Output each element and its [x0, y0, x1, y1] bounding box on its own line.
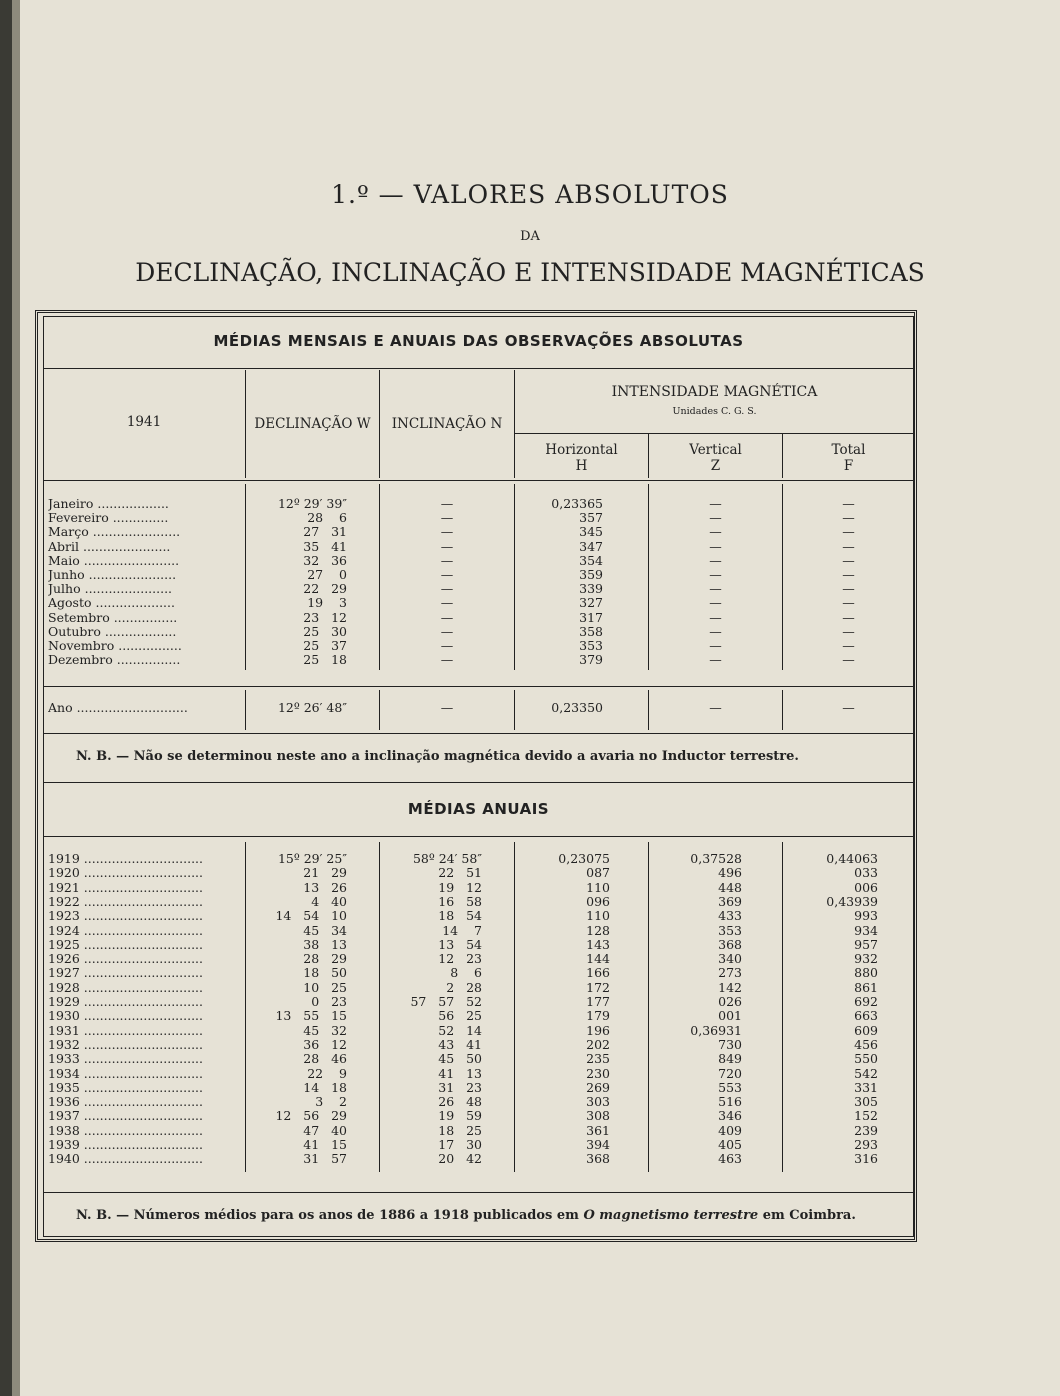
total-value: 993 [854, 908, 878, 924]
rule [43, 1192, 914, 1193]
year-label: 1924 .............................. [48, 923, 203, 938]
vertical-value: 0,36931 [690, 1022, 742, 1038]
vertical-value: 353 [718, 922, 742, 938]
inclination-value: — [440, 638, 454, 653]
inclination-value: 22 51 [438, 865, 482, 881]
vertical-value: — [709, 581, 722, 597]
month-label: Novembro ................ [48, 639, 182, 653]
declination-value: 14 18 [303, 1079, 347, 1095]
total-value: — [842, 567, 855, 582]
declination-value: 41 15 [303, 1137, 347, 1152]
vertical-value: — [709, 538, 722, 554]
header-declinacao: DECLINAÇÃO W [254, 416, 371, 432]
vertical-value: 553 [718, 1079, 742, 1095]
horizontal-value: 345 [579, 524, 603, 540]
declination-value: 12º 26′ 48″ [277, 700, 347, 715]
total-value: 033 [854, 865, 878, 881]
inclination-value: 31 23 [438, 1079, 482, 1095]
inclination-value: — [440, 652, 454, 668]
horizontal-value: 0,23075 [558, 851, 610, 866]
annual-note: N. B. — Números médios para os anos de 1886 a 1918 publicados em O magnetismo terrestre em Coimbra. [76, 1208, 856, 1223]
vertical-value: 849 [718, 1051, 742, 1067]
header-vertical: Vertical Z [689, 442, 742, 474]
vertical-value: 142 [718, 979, 742, 995]
inclination-value: 16 58 [438, 893, 482, 909]
vertical-value: 516 [718, 1094, 742, 1110]
inclination-value: 18 25 [438, 1122, 482, 1138]
declination-value: 28 29 [303, 951, 347, 967]
horizontal-value: 143 [586, 936, 610, 952]
horizontal-value: 357 [579, 510, 603, 526]
year-label: 1923 .............................. [48, 909, 203, 924]
vertical-value: — [709, 638, 722, 653]
vertical-value: 001 [718, 1008, 742, 1024]
declination-value: 23 12 [303, 609, 347, 625]
year-label: 1931 .............................. [48, 1023, 203, 1038]
vertical-value: 368 [718, 936, 742, 952]
declination-value: 27 31 [303, 524, 347, 540]
rule [43, 836, 914, 837]
header-intensidade: INTENSIDADE MAGNÉTICA [611, 384, 818, 400]
total-value: 0,43939 [826, 893, 878, 909]
inclination-value: 20 42 [438, 1151, 482, 1167]
vertical-value: — [709, 496, 722, 511]
horizontal-value: 317 [579, 609, 603, 625]
declination-value: 25 18 [303, 652, 347, 668]
year-label: 1922 .............................. [48, 894, 203, 909]
declination-value: 25 30 [303, 623, 347, 639]
vertical-value: — [709, 652, 722, 668]
horizontal-value: 166 [586, 965, 610, 981]
declination-value: 27 0 [307, 567, 347, 582]
total-value: 542 [854, 1065, 878, 1081]
col-divider [245, 842, 246, 1172]
declination-value: 13 55 15 [275, 1008, 347, 1024]
inclination-value: 19 12 [438, 879, 482, 895]
rule [43, 733, 914, 734]
year-label: 1929 .............................. [48, 995, 203, 1009]
declination-value: 45 34 [303, 922, 347, 938]
page-title: 1.º — VALORES ABSOLUTOS [331, 180, 729, 209]
monthly-banner: MÉDIAS MENSAIS E ANUAIS DAS OBSERVAÇÕES ABSOLUTAS [213, 332, 744, 350]
inclination-value: — [440, 567, 454, 582]
title-connector: DA [520, 229, 540, 244]
declination-value: 22 29 [303, 581, 347, 597]
month-label: Dezembro ................ [48, 653, 181, 668]
horizontal-value: 179 [586, 1008, 610, 1024]
year-label: 1936 .............................. [48, 1095, 203, 1110]
month-label: Fevereiro .............. [48, 511, 169, 526]
declination-value: 0 23 [311, 994, 347, 1009]
month-label: Maio ........................ [48, 553, 180, 568]
total-value: — [842, 595, 855, 611]
year-label: 1920 .............................. [48, 866, 203, 881]
vertical-value: 0,37528 [690, 851, 742, 866]
year-label: 1919 .............................. [48, 852, 203, 866]
total-value: 880 [854, 965, 878, 981]
horizontal-value: 353 [579, 638, 603, 653]
vertical-value: 496 [718, 865, 742, 881]
inclination-value: — [440, 552, 454, 568]
horizontal-value: 394 [586, 1137, 610, 1152]
year-label: 1930 .............................. [48, 1009, 203, 1024]
inclination-value: 26 48 [438, 1094, 482, 1110]
rule [43, 480, 914, 481]
inclination-value: — [440, 623, 454, 639]
horizontal-value: 368 [586, 1151, 610, 1167]
declination-value: 3 2 [315, 1094, 347, 1110]
vertical-value: 340 [718, 951, 742, 967]
year-label: 1933 .............................. [48, 1052, 203, 1067]
declination-value: 10 25 [303, 979, 347, 995]
year-label: 1926 .............................. [48, 952, 203, 967]
horizontal-value: 144 [586, 951, 610, 967]
horizontal-value: 327 [579, 595, 603, 611]
horizontal-value: 110 [586, 908, 610, 924]
declination-value: 14 54 10 [275, 908, 347, 924]
inclination-value: 2 28 [446, 979, 482, 995]
declination-value: 28 6 [307, 510, 347, 526]
total-value: — [842, 700, 855, 715]
vertical-value: — [709, 567, 722, 582]
vertical-value: 463 [718, 1151, 742, 1167]
declination-value: 47 40 [303, 1122, 347, 1138]
declination-value: 35 41 [303, 538, 347, 554]
year-label: 1927 .............................. [48, 966, 203, 981]
vertical-value: — [709, 510, 722, 526]
vertical-value: — [709, 700, 722, 715]
vertical-value: 720 [718, 1065, 742, 1081]
total-value: 006 [854, 879, 878, 895]
vertical-value: — [709, 623, 722, 639]
inclination-value: — [440, 700, 454, 715]
declination-value: 31 57 [303, 1151, 347, 1167]
total-value: 692 [854, 994, 878, 1009]
total-value: 239 [854, 1122, 878, 1138]
vertical-value: — [709, 609, 722, 625]
horizontal-value: 230 [586, 1065, 610, 1081]
horizontal-value: 339 [579, 581, 603, 597]
total-value: 293 [854, 1137, 878, 1152]
horizontal-value: 202 [586, 1036, 610, 1052]
year-label: 1937 .............................. [48, 1109, 203, 1124]
vertical-value: 405 [718, 1137, 742, 1152]
inclination-value: 12 23 [438, 951, 482, 967]
year-label: Ano ............................ [48, 701, 188, 715]
total-value: — [842, 652, 855, 668]
total-value: 663 [854, 1008, 878, 1024]
declination-value: 22 9 [307, 1065, 347, 1081]
rule [43, 782, 914, 783]
rule [514, 433, 914, 434]
vertical-value: 448 [718, 879, 742, 895]
total-value: 932 [854, 951, 878, 967]
declination-value: 12 56 29 [275, 1108, 347, 1124]
horizontal-value: 196 [586, 1022, 610, 1038]
year-label: 1940 .............................. [48, 1152, 203, 1167]
vertical-value: — [709, 524, 722, 540]
horizontal-value: 128 [586, 922, 610, 938]
vertical-value: — [709, 595, 722, 611]
year-label: 1939 .............................. [48, 1138, 203, 1152]
total-value: — [842, 623, 855, 639]
horizontal-value: 235 [586, 1051, 610, 1067]
col-divider [245, 690, 246, 730]
col-divider [379, 842, 380, 1172]
declination-value: 32 36 [303, 552, 347, 568]
inclination-value: 52 14 [438, 1022, 482, 1038]
month-label: Outubro .................. [48, 624, 177, 639]
vertical-value: 369 [718, 893, 742, 909]
inclination-value: 13 54 [438, 936, 482, 952]
inclination-value: 58º 24′ 58″ [412, 851, 482, 866]
horizontal-value: 347 [579, 538, 603, 554]
rule [43, 686, 914, 687]
declination-value: 36 12 [303, 1036, 347, 1052]
vertical-value: 026 [718, 994, 742, 1009]
horizontal-value: 354 [579, 552, 603, 568]
declination-value: 38 13 [303, 936, 347, 952]
month-label: Agosto .................... [48, 596, 175, 611]
total-value: 331 [854, 1079, 878, 1095]
rule [43, 368, 914, 369]
horizontal-value: 177 [586, 994, 610, 1009]
inclination-value: 41 13 [438, 1065, 482, 1081]
vertical-value: 730 [718, 1036, 742, 1052]
horizontal-value: 303 [586, 1094, 610, 1110]
page-subtitle: DECLINAÇÃO, INCLINAÇÃO E INTENSIDADE MAGNÉTICAS [135, 258, 925, 287]
horizontal-value: 0,23365 [551, 496, 603, 511]
month-label: Janeiro .................. [48, 497, 169, 511]
book-spine-edge [12, 0, 20, 1396]
year-label: 1934 .............................. [48, 1066, 203, 1081]
total-value: 305 [854, 1094, 878, 1110]
horizontal-value: 087 [586, 865, 610, 881]
year-label: 1928 .............................. [48, 980, 203, 995]
declination-value: 28 46 [303, 1051, 347, 1067]
inclination-value: — [440, 595, 454, 611]
horizontal-value: 269 [586, 1079, 610, 1095]
horizontal-value: 110 [586, 879, 610, 895]
inclination-value: 8 6 [450, 965, 482, 981]
header-inclinacao: INCLINAÇÃO N [391, 416, 503, 432]
inclination-value: — [440, 581, 454, 597]
horizontal-value: 096 [586, 893, 610, 909]
declination-value: 18 50 [303, 965, 347, 981]
vertical-value: 346 [718, 1108, 742, 1124]
header-horizontal: Horizontal H [545, 442, 618, 474]
total-value: — [842, 609, 855, 625]
inclination-value: 56 25 [438, 1008, 482, 1024]
vertical-value: 433 [718, 908, 742, 924]
declination-value: 45 32 [303, 1022, 347, 1038]
inclination-value: 57 57 52 [410, 994, 482, 1009]
declination-value: 4 40 [311, 893, 347, 909]
vertical-value: — [709, 552, 722, 568]
total-value: 609 [854, 1022, 878, 1038]
declination-value: 19 3 [307, 595, 347, 611]
declination-value: 21 29 [303, 865, 347, 881]
year-label: 1921 .............................. [48, 880, 203, 895]
year-label: 1935 .............................. [48, 1080, 203, 1095]
total-value: — [842, 496, 855, 511]
month-label: Setembro ................ [48, 610, 178, 625]
inclination-value: — [440, 609, 454, 625]
horizontal-value: 359 [579, 567, 603, 582]
total-value: 0,44063 [826, 851, 878, 866]
declination-value: 15º 29′ 25″ [277, 851, 347, 866]
declination-value: 12º 29′ 39″ [277, 496, 347, 511]
col-divider [245, 484, 246, 670]
month-label: Abril ...................... [48, 539, 171, 554]
total-value: 316 [854, 1151, 878, 1167]
total-value: — [842, 510, 855, 526]
declination-value: 13 26 [303, 879, 347, 895]
inclination-value: 18 54 [438, 908, 482, 924]
book-spine [0, 0, 12, 1396]
vertical-value: 273 [718, 965, 742, 981]
horizontal-value: 172 [586, 979, 610, 995]
total-value: 861 [854, 979, 878, 995]
total-value: — [842, 552, 855, 568]
inclination-value: — [440, 510, 454, 526]
year-label: 1925 .............................. [48, 937, 203, 952]
inclination-value: 45 50 [438, 1051, 482, 1067]
month-label: Junho ...................... [48, 568, 177, 582]
total-value: 934 [854, 922, 878, 938]
total-value: 152 [854, 1108, 878, 1124]
header-year: 1941 [126, 414, 162, 430]
inclination-value: 43 41 [438, 1036, 482, 1052]
total-value: — [842, 524, 855, 540]
monthly-note: N. B. — Não se determinou neste ano a inclinação magnética devido a avaria no Inductor terrestre. [76, 749, 799, 764]
annual-banner: MÉDIAS ANUAIS [407, 800, 550, 818]
year-label: 1932 .............................. [48, 1037, 203, 1052]
header-unidades: Unidades C. G. S. [672, 406, 757, 417]
declination-value: 25 37 [303, 638, 347, 653]
horizontal-value: 379 [579, 652, 603, 668]
horizontal-value: 0,23350 [551, 700, 603, 715]
vertical-value: 409 [718, 1122, 742, 1138]
horizontal-value: 308 [586, 1108, 610, 1124]
total-value: — [842, 538, 855, 554]
horizontal-value: 358 [579, 623, 603, 639]
inclination-value: — [440, 538, 454, 554]
total-value: 957 [854, 936, 878, 952]
total-value: 550 [854, 1051, 878, 1067]
month-label: Julho ...................... [48, 582, 173, 597]
header-total: Total F [831, 442, 866, 474]
month-label: Março ...................... [48, 525, 181, 540]
inclination-value: 17 30 [438, 1137, 482, 1152]
inclination-value: — [440, 496, 454, 511]
inclination-value: 19 59 [438, 1108, 482, 1124]
year-label: 1938 .............................. [48, 1123, 203, 1138]
total-value: — [842, 581, 855, 597]
horizontal-value: 361 [586, 1122, 610, 1138]
inclination-value: — [440, 524, 454, 540]
total-value: 456 [854, 1036, 878, 1052]
total-value: — [842, 638, 855, 653]
inclination-value: 14 7 [442, 922, 482, 938]
